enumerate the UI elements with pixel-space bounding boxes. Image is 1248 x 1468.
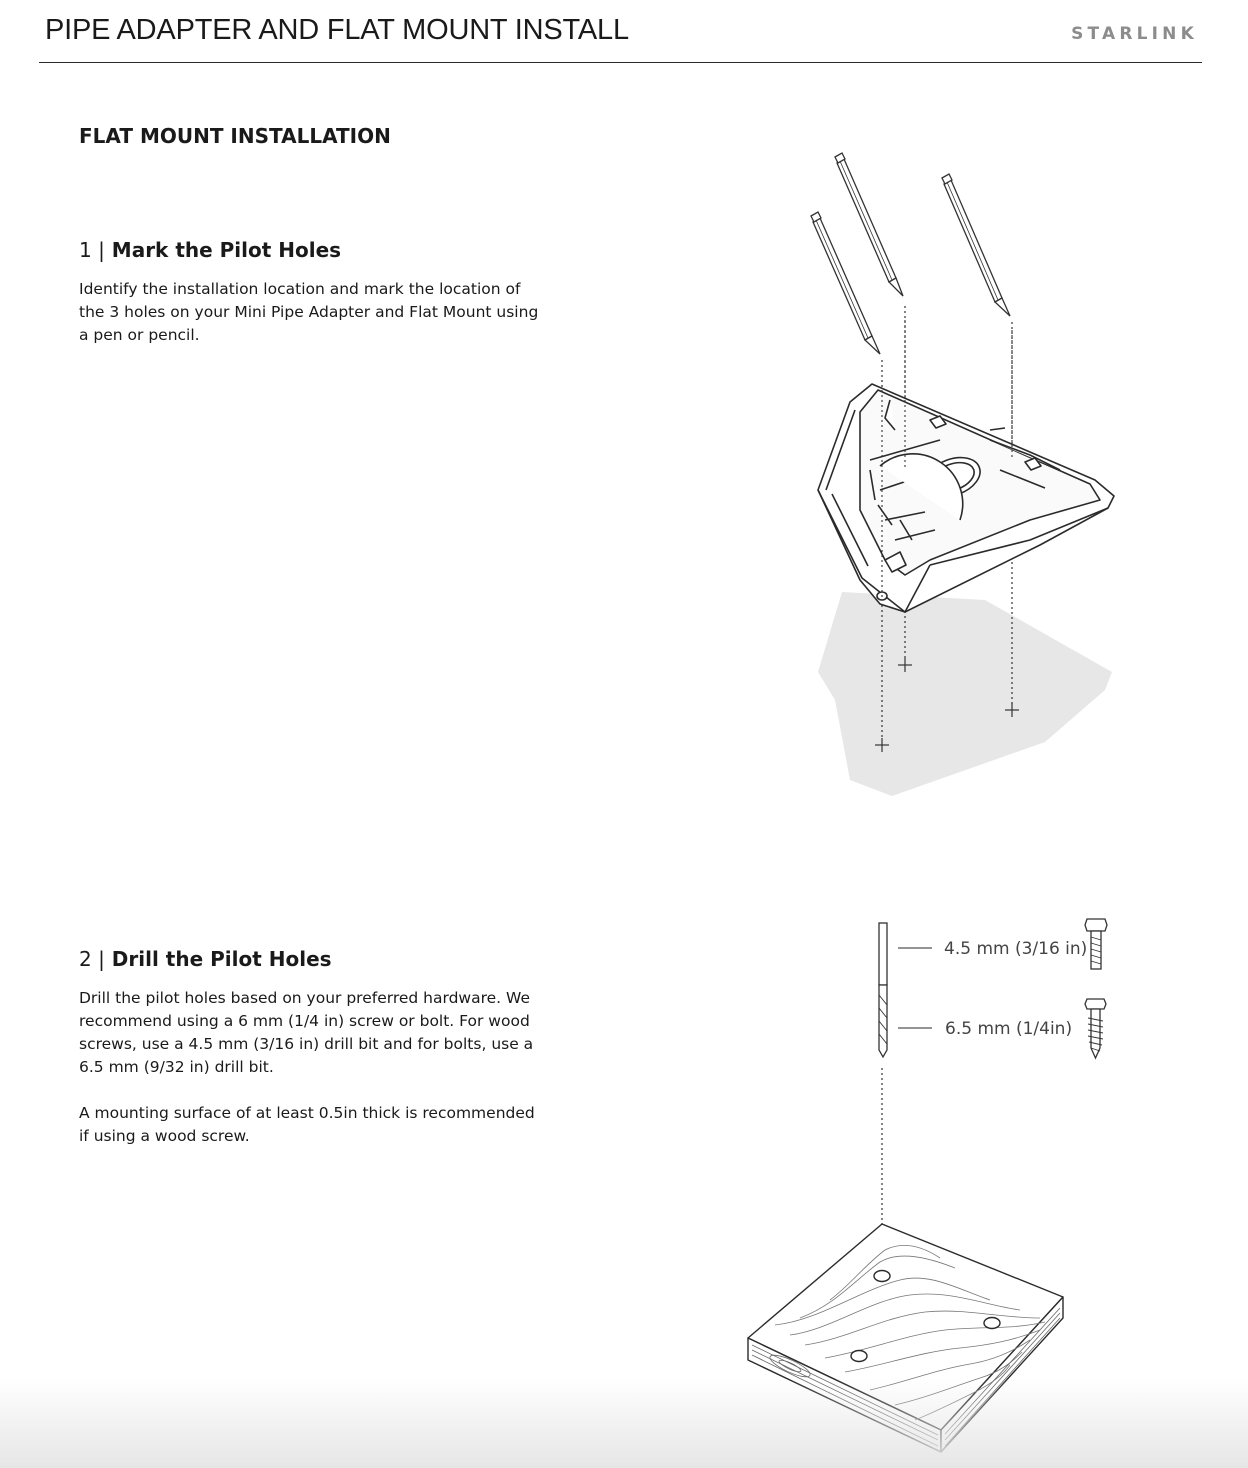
pencil-icon [942,174,1010,316]
pilot-hole [851,1351,867,1362]
step-2-illustration [748,919,1107,1452]
wood-block-icon [748,1224,1063,1452]
bit-large-label: 6.5 mm (1/4in) [945,1019,1073,1039]
step-2-paragraph-1: Drill the pilot holes based on your preferred hardware. We recommend using a 6 mm (1/4 in) screw or bolt. For wood screws, use a 4.5 mm (3/16 in) drill bit and for bolts, use a 6.5 mm (9/32 in) drill bit. [79,989,534,1076]
flat-mount-icon [818,384,1114,612]
mount-shadow [818,592,1112,796]
brand-logo: STARLINK [1071,24,1198,44]
step-2-number: 2 | [79,947,105,971]
drill-bit-icon [879,923,887,1057]
bit-small-label: 4.5 mm (3/16 in) [944,939,1088,959]
pilot-hole [984,1318,1000,1329]
step-1-illustration [811,153,1114,796]
step-1-paragraph: Identify the installation location and mark the location of the 3 holes on your Mini Pipe Adapter and Flat Mount using a pen or pencil. [79,280,539,344]
pilot-hole [874,1271,890,1282]
step-1-number: 1 | [79,238,105,262]
bolt-icon [1085,919,1107,969]
step-2-paragraph-2: A mounting surface of at least 0.5in thick is recommended if using a wood screw. [79,1104,535,1145]
page-title: PIPE ADAPTER AND FLAT MOUNT INSTALL [45,14,629,46]
step-1-title: Mark the Pilot Holes [111,238,342,262]
section-title: FLAT MOUNT INSTALLATION [79,124,391,148]
step-2-title: Drill the Pilot Holes [111,947,332,971]
wood-screw-icon [1085,999,1106,1058]
